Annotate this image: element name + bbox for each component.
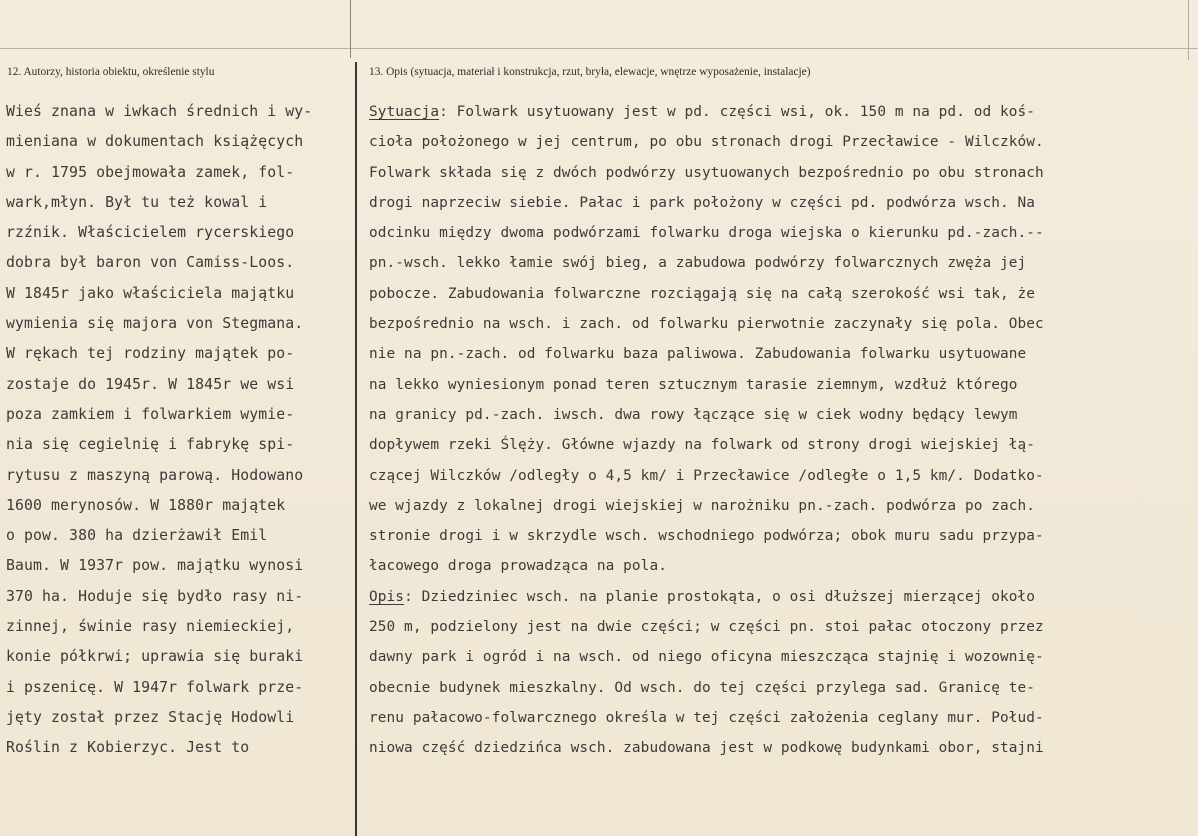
opis-line: 250 m, podzielony jest na dwie części; w części pn. stoi pałac otoczony przez xyxy=(369,619,1044,636)
history-line: Baum. W 1937r pow. majątku wynosi xyxy=(6,557,304,575)
history-line: dobra był baron von Camiss-Loos. xyxy=(6,254,295,272)
history-line: mieniana w dokumentach książęcych xyxy=(6,133,304,151)
column-divider xyxy=(355,62,357,836)
opis-first-text: : Dziedziniec wsch. na planie prostokąta, o osi dłuższej mierzącej około xyxy=(404,588,1036,605)
history-line: i pszenicę. W 1947r folwark prze- xyxy=(6,678,304,696)
history-line: W rękach tej rodziny majątek po- xyxy=(6,345,295,363)
sytuacja-line: bezpośrednio na wsch. i zach. od folwarku pierwotnie zaczynały się pola. Obec xyxy=(369,316,1044,333)
history-line: poza zamkiem i folwarkiem wymie- xyxy=(6,405,295,423)
field-12-heading: 12. Autorzy, historia obiektu, określenie stylu xyxy=(7,66,215,78)
sytuacja-line: łacowego droga prowadząca na pola. xyxy=(369,558,667,575)
sytuacja-line: czącej Wilczków /odległy o 4,5 km/ i Przecławice /odległe o 1,5 km/. Dodatko- xyxy=(369,467,1044,484)
history-line: jęty został przez Stację Hodowli xyxy=(6,708,295,726)
sytuacja-line: odcinku między dwoma podwórzami folwarku droga wiejska o kierunku pd.-zach.-- xyxy=(369,225,1044,242)
sytuacja-line: nie na pn.-zach. od folwarku baza paliwowa. Zabudowania folwarku usytuowane xyxy=(369,346,1027,363)
history-line: Wieś znana w iwkach średnich i wy- xyxy=(6,103,313,120)
sytuacja-label: Sytuacja xyxy=(369,104,440,120)
history-line: wark,młyn. Był tu też kowal i xyxy=(6,193,268,211)
history-column xyxy=(6,97,348,764)
sytuacja-line: stronie drogi i w skrzydle wsch. wschodniego podwórza; obok muru sadu przypa- xyxy=(369,528,1044,545)
sytuacja-line: cioła położonego w jej centrum, po obu stronach drogi Przecławice - Wilczków. xyxy=(369,134,1044,151)
sytuacja-line: drogi naprzeciw siebie. Pałac i park położony w części pd. podwórza wsch. Na xyxy=(369,194,1036,211)
sytuacja-first-text: : Folwark usytuowany jest w pd. części wsi, ok. 150 m na pd. od koś- xyxy=(439,104,1036,120)
sytuacja-line: dopływem rzeki Ślęży. Główne wjazdy na folwark od strony drogi wiejskiej łą- xyxy=(369,437,1036,454)
history-line: rytusu z maszyną parową. Hodowano xyxy=(6,466,304,484)
sytuacja-line: pobocze. Zabudowania folwarczne rozciągają się na całą szerokość wsi tak, że xyxy=(369,285,1036,302)
opis-line: niowa część dziedzińca wsch. zabudowana jest w podkowę budynkami obor, stajni xyxy=(369,740,1044,757)
history-line: Roślin z Kobierzyc. Jest to xyxy=(6,739,250,757)
history-line: wymienia się majora von Stegmana. xyxy=(6,315,304,333)
history-line: W 1845r jako właściciela majątku xyxy=(6,284,295,302)
header-divider-left xyxy=(350,0,351,58)
field-13-heading: 13. Opis (sytuacja, materiał i konstrukcja, rzut, bryła, elewacje, wnętrze wyposażenie, instalacje) xyxy=(369,66,811,78)
sytuacja-line: na lekko wyniesionym ponad teren sztucznym tarasie ziemnym, wzdłuż którego xyxy=(369,376,1018,393)
history-line: 370 ha. Hoduje się bydło rasy ni- xyxy=(6,587,304,605)
sytuacja-line: pn.-wsch. lekko łamie swój bieg, a zabudowa podwórzy folwarcznych zwęża jej xyxy=(369,255,1027,272)
opis-first-line xyxy=(369,582,1181,612)
opis-line: dawny park i ogród i na wsch. od niego oficyna mieszcząca stajnię i wozownię- xyxy=(369,649,1044,666)
sytuacja-line: we wjazdy z lokalnej drogi wiejskiej w narożniku pn.-zach. podwórza po zach. xyxy=(369,497,1036,514)
sytuacja-first-line xyxy=(369,97,1181,127)
sytuacja-line: Folwark składa się z dwóch podwórzy usytuowanych bezpośrednio po obu stronach xyxy=(369,164,1044,181)
sytuacja-line: na granicy pd.-zach. iwsch. dwa rowy łączące się w ciek wodny będący lewym xyxy=(369,406,1018,423)
history-line: w r. 1795 obejmowała zamek, fol- xyxy=(6,163,295,181)
opis-line: obecnie budynek mieszkalny. Od wsch. do tej części przylega sad. Granicę te- xyxy=(369,679,1036,696)
history-line: zinnej, świnie rasy niemieckiej, xyxy=(6,618,295,636)
history-line: konie półkrwi; uprawia się buraki xyxy=(6,648,304,666)
description-column xyxy=(369,97,1181,764)
history-line: 1600 merynosów. W 1880r majątek xyxy=(6,496,286,514)
top-divider xyxy=(0,48,1198,49)
header-divider-right xyxy=(1188,0,1189,60)
history-line: rzźnik. Właścicielem rycerskiego xyxy=(6,224,295,242)
history-line: o pow. 380 ha dzierżawił Emil xyxy=(6,527,268,545)
history-line: zostaje do 1945r. W 1845r we wsi xyxy=(6,375,295,393)
opis-line: renu pałacowo-folwarcznego określa w tej części założenia ceglany mur. Połud- xyxy=(369,709,1044,726)
history-line: nia się cegielnię i fabrykę spi- xyxy=(6,436,295,454)
opis-label: Opis xyxy=(369,588,405,605)
